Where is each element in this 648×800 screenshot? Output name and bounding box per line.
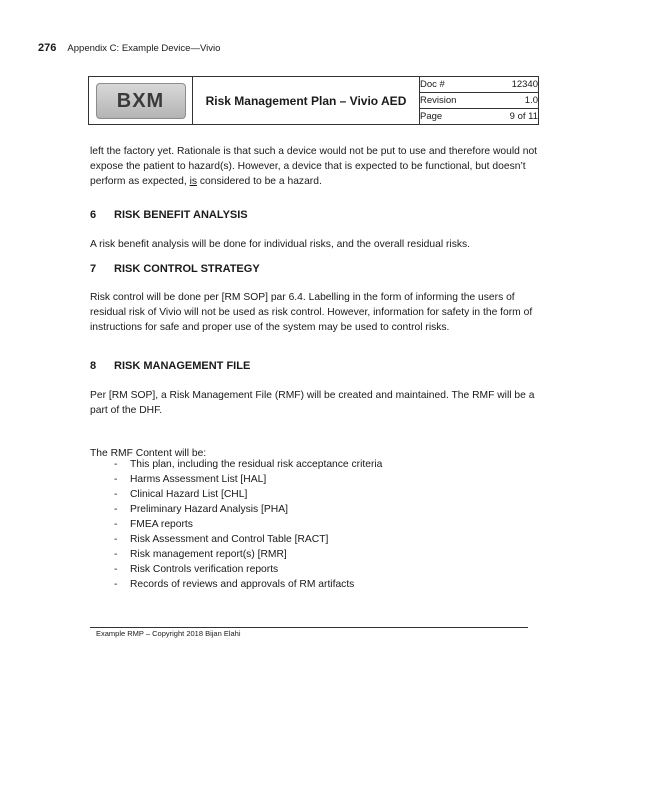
intro-text-1: left the factory yet. Rationale is that such a device would not be put to use and therefore would not expose the patient to hazard(s). However, a device that is expected to be functional, but doesn’t perform as expected, xyxy=(90,146,538,187)
page-number: 276 xyxy=(38,42,57,54)
section-8-heading xyxy=(90,359,540,374)
list-item: - This plan, including the residual risk acceptance criteria xyxy=(114,459,383,470)
list-item: - Preliminary Hazard Analysis [PHA] xyxy=(114,504,288,515)
page-cell xyxy=(420,109,539,125)
section-6-title: RISK BENEFIT ANALYSIS xyxy=(114,209,248,221)
section-8-text: Per [RM SOP], a Risk Management File (RMF) will be created and maintained. The RMF will be a part of the DHF. xyxy=(90,390,535,417)
list-item: - Risk management report(s) [RMR] xyxy=(114,549,287,560)
document-title: Risk Management Plan – Vivio AED xyxy=(193,77,420,125)
list-item: - Risk Assessment and Control Table [RACT] xyxy=(114,534,329,545)
section-7-heading xyxy=(90,262,540,277)
revision-value: 1.0 xyxy=(524,95,538,106)
section-8-number: 8 xyxy=(90,360,97,372)
revision-cell xyxy=(420,93,539,109)
section-7-number: 7 xyxy=(90,263,97,275)
running-header xyxy=(38,42,220,54)
page-value: 9 of 11 xyxy=(509,111,538,122)
section-6-number: 6 xyxy=(90,209,97,221)
list-item: - Clinical Hazard List [CHL] xyxy=(114,489,248,500)
doc-number-value: 12340 xyxy=(511,79,538,90)
list-item: - FMEA reports xyxy=(114,519,193,530)
logo-cell xyxy=(89,77,193,125)
intro-text-2: considered to be a hazard. xyxy=(197,176,322,187)
section-7-text: Risk control will be done per [RM SOP] par 6.4. Labelling in the form of informing the users of residual risk of Vivio will not be used as risk control. However, information for safety in the form of instructions for safe and proper use of the system may be used to control risks. xyxy=(90,292,533,334)
document-header-table xyxy=(88,76,539,125)
revision-label: Revision xyxy=(420,95,457,106)
doc-number-label: Doc # xyxy=(420,79,445,90)
rmf-content-intro: The RMF Content will be: xyxy=(90,448,207,460)
doc-number-cell xyxy=(420,77,539,93)
section-7-title: RISK CONTROL STRATEGY xyxy=(114,263,260,275)
rmf-content-list xyxy=(90,457,540,592)
intro-paragraph xyxy=(90,144,540,189)
page-label: Page xyxy=(420,111,443,122)
footer-text: Example RMP – Copyright 2018 Bijan Elahi xyxy=(96,629,241,638)
list-item: - Harms Assessment List [HAL] xyxy=(114,474,267,485)
intro-emphasis: is xyxy=(189,176,198,187)
bxm-logo: BXM xyxy=(96,83,186,119)
section-6-heading xyxy=(90,208,540,223)
section-6-text: A risk benefit analysis will be done for individual risks, and the overall residual risks. xyxy=(90,239,471,251)
list-item: - Records of reviews and approvals of RM artifacts xyxy=(114,579,355,590)
footer-divider xyxy=(90,627,528,628)
running-header-title: Appendix C: Example Device—Vivio xyxy=(67,43,221,54)
section-8-title: RISK MANAGEMENT FILE xyxy=(114,360,251,372)
list-item: - Risk Controls verification reports xyxy=(114,564,279,575)
